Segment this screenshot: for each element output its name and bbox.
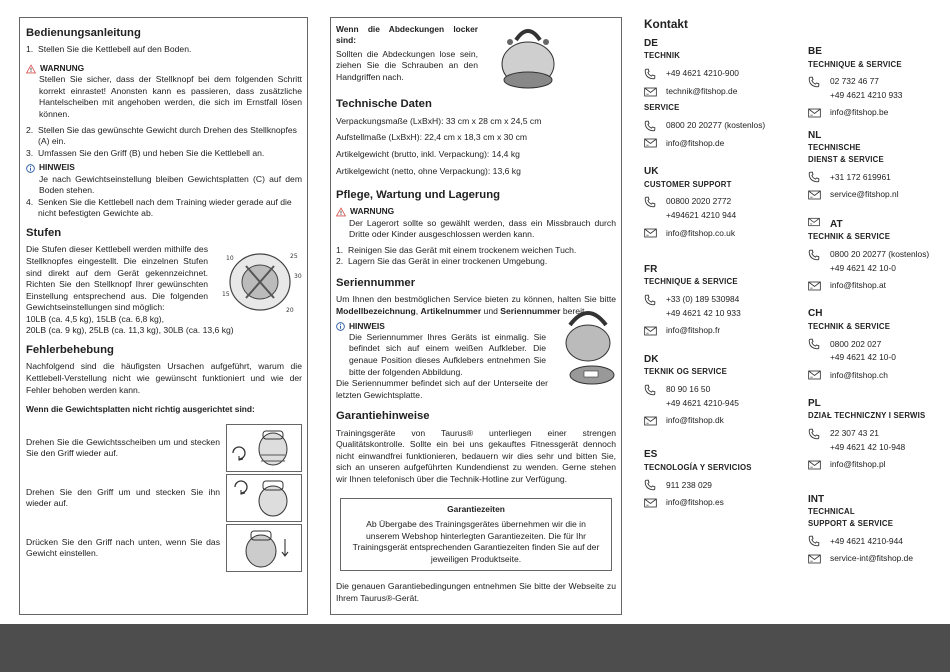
dept-be: TECHNIQUE & SERVICE <box>808 59 902 69</box>
contact-title: Kontakt <box>644 17 688 31</box>
dept-pl: DZIAŁ TECHNICZNY I SERWIS <box>808 411 926 421</box>
contact-phone: 0800 20 20277 (kostenlos) <box>644 120 794 132</box>
contact-email[interactable]: info@fitshop.es <box>644 497 794 508</box>
step-3: 3. Umfassen Sie den Griff (B) und heben Sie die Kettlebell an. <box>26 147 265 158</box>
warning-heading: WARNUNG <box>26 63 302 74</box>
info-text: Je nach Gewichtseinstellung bleiben Gewichtsplatten (C) auf dem Boden stehen. <box>39 173 302 196</box>
care-step-2: 2. Lagern Sie das Gerät in einer trockenen Umgebung. <box>336 256 548 267</box>
country-be: BE <box>808 46 822 57</box>
country-at: AT <box>808 217 950 232</box>
dept-int-2: SUPPORT & SERVICE <box>808 518 894 528</box>
section-title-warranty: Garantiehinweise <box>336 410 430 423</box>
info-icon <box>26 164 35 173</box>
contact-phone: +31 172 619961 <box>808 171 950 183</box>
contact-column-left <box>644 17 794 509</box>
dept-es: TECNOLOGÍA Y SERVICIOS <box>644 462 752 472</box>
phone-icon <box>644 120 656 132</box>
contact-phone: 0800 20 20277 (kostenlos) <box>808 249 950 261</box>
warranty-final-text: Die genauen Garantiebedingungen entnehmen Sie bitte der Webseite zu Ihrem Taurus®-Gerät. <box>336 581 616 603</box>
contact-phone: 22 307 43 21 <box>808 428 950 440</box>
troubleshooting-subheading: Wenn die Gewichtsplatten nicht richtig ausgerichtet sind: <box>26 404 255 415</box>
contact-email[interactable]: info@fitshop.de <box>644 138 794 149</box>
section-title-stufen: Stufen <box>26 227 62 240</box>
phone-icon <box>644 479 656 491</box>
phone-icon <box>808 428 820 440</box>
contact-phone-alt: +494621 4210 944 <box>666 210 737 221</box>
serial-intro-text: Um Ihnen den bestmöglichen Service bieten zu können, halten Sie bitte Modellbezeichnung, Artikelnummer und Seriennummer bereit. <box>336 294 616 316</box>
warranty-periods-title: Garantiezeiten <box>447 503 505 514</box>
fix-text-2: Drehen Sie den Griff um und stecken Sie ihn wieder auf. <box>26 486 220 509</box>
contact-email[interactable]: service-int@fitshop.de <box>808 553 950 564</box>
contact-phone: +49 4621 4210-900 <box>644 68 794 80</box>
instructions-panel <box>19 17 308 615</box>
contact-phone: 80 90 16 50 <box>644 384 794 396</box>
fix-text-3: Drücken Sie den Griff nach unten, wenn Sie das Gewicht einstellen. <box>26 536 220 559</box>
warning-text: Stellen Sie sicher, dass der Stellknopf bei dem folgenden Schritt korrekt einrastet! Anonsten kann es passieren, dass zusätzliche Hantelscheiben mit angehoben werden, die sich im Ernstfall lösen können. <box>39 74 302 119</box>
troubleshooting-text: Nachfolgend sind die häufigsten Ursachen aufgeführt, warum die Kettlebell-Verstellung nicht wie gewünscht funktioniert und wie der Fehler behoben werden kann. <box>26 361 302 395</box>
contact-email[interactable]: info@fitshop.pl <box>808 459 950 470</box>
country-int: INT <box>808 493 825 505</box>
phone-icon <box>644 294 656 306</box>
technical-data-list <box>336 116 616 177</box>
contact-email[interactable]: info@fitshop.dk <box>644 415 794 426</box>
care-step-1: 1. Reinigen Sie das Gerät mit einem trockenem weichen Tuch. <box>336 244 577 255</box>
dept-at: TECHNIK & SERVICE <box>808 232 891 242</box>
phone-icon <box>808 249 820 261</box>
section-title-serial: Seriennummer <box>336 277 416 290</box>
contact-phone-alt: +49 4621 4210 933 <box>830 90 903 101</box>
country-pl: PL <box>808 397 821 409</box>
kettlebell-screw-illustration <box>488 22 568 92</box>
section-title-instructions: Bedienungsanleitung <box>26 27 141 39</box>
country-ch: CH <box>808 308 823 320</box>
contact-phone: +33 (0) 189 530984 <box>644 294 794 306</box>
phone-icon <box>808 338 820 350</box>
contact-phone-alt: +49 4621 42 10 933 <box>666 307 741 318</box>
technical-data-row: Artikelgewicht (netto, ohne Verpackung): 13,6 kg <box>336 165 521 176</box>
technical-panel <box>330 17 622 615</box>
phone-icon <box>808 171 820 183</box>
section-title-troubleshooting: Fehlerbehebung <box>26 344 114 357</box>
warranty-text: Trainingsgeräte von Taurus® unterliegen einer strengen Qualitätskontrolle. Sollte ein bei uns gekauftes Fitnessgerät dennoch nicht einwandfrei funktionieren, bedauern wir dies sehr und bitten Sie, sich an unseren aufgeführten Kundendienst zu wenden. Gerne stehen wir Ihnen telefonisch über die Technik-Hotline zur Verfügung. <box>336 427 616 485</box>
serial-location-text: Die Seriennummer befindet sich auf der Unterseite der letzten Gewichtsplatte. <box>336 378 548 400</box>
dept-fr: TECHNIQUE & SERVICE <box>644 277 738 287</box>
dept-dk: TEKNIK OG SERVICE <box>644 367 727 377</box>
mail-icon <box>808 370 821 380</box>
contact-phone-alt: +49 4621 42 10-0 <box>830 352 896 363</box>
contact-email[interactable]: info@fitshop.co.uk <box>644 228 794 239</box>
phone-icon <box>808 535 820 547</box>
contact-phone-alt: +49 4621 42 10-948 <box>830 442 906 452</box>
kettlebell-dial-illustration <box>216 236 308 326</box>
serial-info-text: Die Seriennummer Ihres Geräts ist einmalig. Sie befindet sich auf einem weißen Aufkleber. Die genaue Position dieses Aufklebers entnehmen Sie bitte der folgenden Abbildung. <box>349 331 546 377</box>
contact-phone-alt: +49 4621 4210-945 <box>666 397 739 408</box>
info-icon <box>336 322 345 331</box>
contact-column-right <box>808 43 950 565</box>
svg-text:25: 25 <box>290 253 298 261</box>
technical-data-row: Artikelgewicht (brutto, inkl. Verpackung): 14,4 kg <box>336 148 520 159</box>
mail-icon <box>808 281 821 291</box>
covers-loose-heading: Wenn die Abdeckungen locker sind: <box>336 24 478 46</box>
dept-de-technik: TECHNIK <box>644 51 681 61</box>
country-de: DE <box>644 37 658 49</box>
phone-icon <box>644 68 656 80</box>
contact-phone-alt: +49 4621 42 10-0 <box>830 262 896 273</box>
contact-phone: 02 732 46 77 <box>808 76 950 88</box>
country-uk: UK <box>644 166 659 178</box>
mail-icon <box>808 554 821 564</box>
dept-uk: CUSTOMER SUPPORT <box>644 179 732 189</box>
fix-row-2 <box>26 474 302 522</box>
mail-icon <box>808 108 821 118</box>
fix-illustration-2 <box>226 474 302 522</box>
svg-text:10: 10 <box>226 255 234 263</box>
country-es: ES <box>644 449 658 461</box>
warning-icon <box>26 64 36 74</box>
country-fr: FR <box>644 263 658 275</box>
stufen-text: Die Stufen dieser Kettlebell werden mithilfe des Stellknopfes eingestellt. Die einzelnen Stufen sind direkt auf dem Gerät gekennzeichnet. Richten Sie den Stellknopf Ihrer gewünschten Einstellung entsprechend aus. Die folgenden Gewichtseinstellungen sind möglich: <box>26 244 208 313</box>
weights-line-2: 20LB (ca. 9 kg), 25LB (ca. 11,3 kg), 30LB (ca. 13,6 kg) <box>26 325 234 336</box>
mail-icon <box>644 87 657 97</box>
warranty-periods-text: Ab Übergabe des Trainingsgerätes übernehmen wir die in unserem Webshop hinterlegten Garantiezeiten. Die für Ihr Trainingsgerät entsprechenden Garantiezeiten finden Sie auf der jeweiligen Produktseite. <box>352 518 600 564</box>
mail-icon <box>644 498 657 508</box>
warning-icon <box>336 207 346 217</box>
step-4: 4. Senken Sie die Kettlebell nach dem Training wieder gerade auf die nicht befestigten Gewichte ab. <box>26 196 292 219</box>
mail-icon <box>644 416 657 426</box>
section-title-care: Pflege, Wartung und Lagerung <box>336 189 501 202</box>
mail-icon <box>808 460 821 470</box>
technical-data-row: Aufstellmaße (LxBxH): 22,4 cm x 18,3 cm x 30 cm <box>336 132 528 143</box>
contact-phone: 00800 2020 2772 <box>644 196 794 208</box>
phone-icon <box>808 76 820 88</box>
technical-data-row: Verpackungsmaße (LxBxH): 33 cm x 28 cm x 24,5 cm <box>336 115 542 126</box>
footer-bar <box>0 624 950 672</box>
info-heading: HINWEIS <box>26 162 302 173</box>
contact-email[interactable]: info@fitshop.be <box>808 107 950 118</box>
contact-email[interactable]: technik@fitshop.de <box>644 86 794 97</box>
country-dk: DK <box>644 353 659 365</box>
svg-text:15: 15 <box>222 291 230 299</box>
care-warning-heading: WARNUNG <box>336 206 616 217</box>
svg-text:20: 20 <box>286 307 294 315</box>
covers-loose-text: Sollten die Abdeckungen lose sein, ziehen Sie die Schrauben an den Handgriffen nach. <box>336 48 478 82</box>
contact-email[interactable]: service@fitshop.nl <box>808 189 950 200</box>
fix-row-3 <box>26 524 302 572</box>
dept-int-1: TECHNICAL <box>808 507 855 517</box>
mail-icon <box>644 326 657 336</box>
mail-icon <box>644 228 657 238</box>
mail-icon <box>808 217 820 227</box>
section-title-technical-data: Technische Daten <box>336 98 432 111</box>
contact-email[interactable]: info@fitshop.fr <box>644 325 794 336</box>
care-warning-text: Der Lagerort sollte so gewählt werden, dass ein Missbrauch durch Dritte oder Kinder ausgeschlossen werden kann. <box>349 217 616 240</box>
mail-icon <box>808 190 821 200</box>
svg-text:30: 30 <box>294 273 302 281</box>
weights-line-1: 10LB (ca. 4,5 kg), 15LB (ca. 6,8 kg), <box>26 313 165 324</box>
step-2: 2. Stellen Sie das gewünschte Gewicht durch Drehen des Stellknopfes (A) ein. <box>26 124 297 147</box>
country-nl: NL <box>808 129 822 141</box>
contact-phone: 0800 202 027 <box>808 338 950 350</box>
phone-icon <box>644 384 656 396</box>
fix-row-1 <box>26 424 302 472</box>
serial-info-heading: HINWEIS <box>336 321 616 332</box>
dept-nl-2: DIENST & SERVICE <box>808 154 884 164</box>
fix-illustration-1 <box>226 424 302 472</box>
contact-email[interactable]: info@fitshop.ch <box>808 370 950 381</box>
mail-icon <box>644 138 657 148</box>
serial-sticker-illustration <box>558 295 620 393</box>
phone-icon <box>644 196 656 208</box>
step-1: 1. Stellen Sie die Kettlebell auf den Boden. <box>26 44 192 55</box>
contact-email[interactable]: info@fitshop.at <box>808 280 950 291</box>
contact-phone: +49 4621 4210-944 <box>808 535 950 547</box>
contact-phone: 911 238 029 <box>644 479 794 491</box>
warranty-periods-box <box>340 498 612 572</box>
fix-text-1: Drehen Sie die Gewichtsscheiben um und stecken Sie den Griff wieder auf. <box>26 436 220 459</box>
dept-nl-1: TECHNISCHE <box>808 143 861 153</box>
dept-ch: TECHNIK & SERVICE <box>808 321 891 331</box>
fix-illustration-3 <box>226 524 302 572</box>
dept-de-service: SERVICE <box>644 103 680 113</box>
